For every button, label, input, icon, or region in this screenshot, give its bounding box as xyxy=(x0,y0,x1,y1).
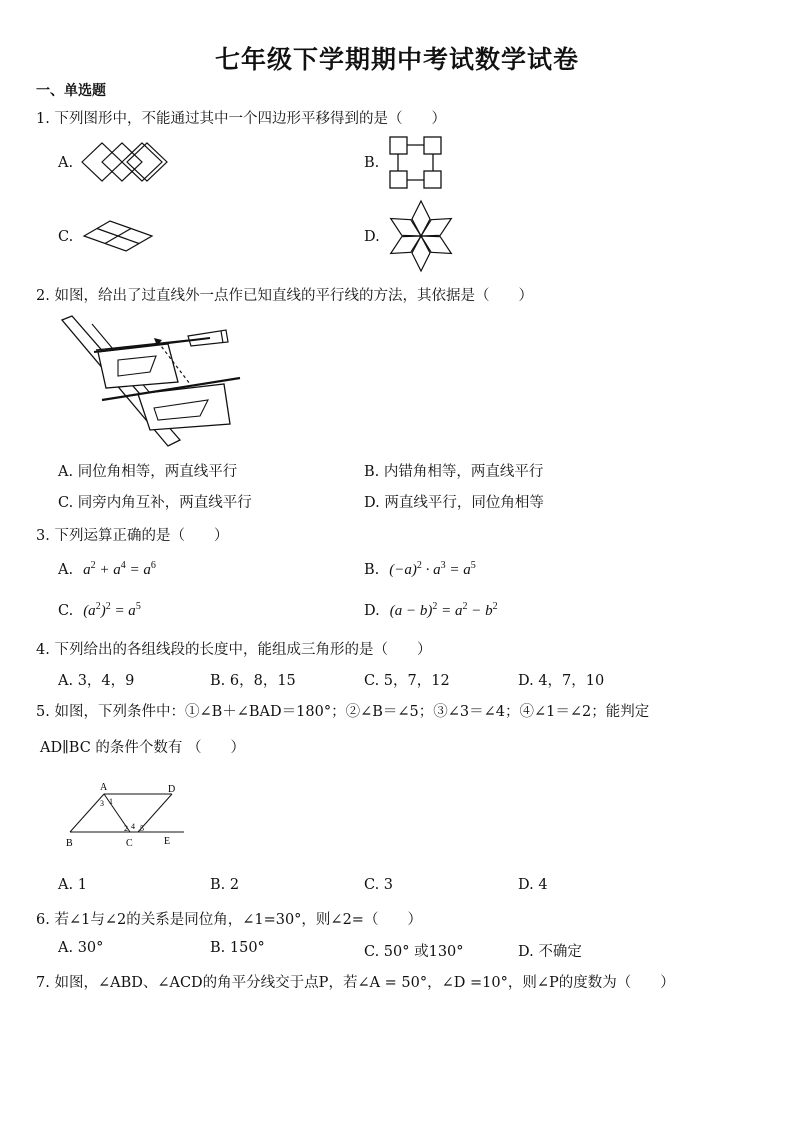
q2-option-b: B. 内错角相等，两直线平行 xyxy=(364,464,544,480)
q5-angle-4: 4 xyxy=(131,822,135,831)
q4-option-c: C. 5，7，12 xyxy=(364,673,450,689)
q3-option-b xyxy=(364,560,476,579)
q1-option-c-label: C. xyxy=(58,229,74,245)
q5-label-c: C xyxy=(126,838,133,849)
q5-label-a: A xyxy=(100,782,108,793)
q3-option-c-label: C. xyxy=(58,603,74,619)
q6-option-a: A. 30° xyxy=(58,940,104,956)
q5-label-b: B xyxy=(66,838,73,849)
question-7-stem: 7. 如图，∠ABD、∠ACD的角平分线交于点P，若∠A = 50°，∠D =10°，则∠P的度数为（ ） xyxy=(36,975,675,991)
q5-label-e: E xyxy=(164,836,171,847)
question-1-stem: 1. 下列图形中，不能通过其中一个四边形平移得到的是（ ） xyxy=(36,111,446,127)
q3-option-a-label: A. xyxy=(58,562,74,578)
q3-option-a-formula: $a^2 + a^4 = a^6$ xyxy=(83,560,156,578)
q6-option-d: D. 不确定 xyxy=(518,944,582,960)
q2-option-a: A. 同位角相等，两直线平行 xyxy=(58,464,238,480)
q1-option-a-label: A. xyxy=(58,155,74,171)
page-title: 七年级下学期期中考试数学试卷 xyxy=(214,45,579,74)
q5-angle-3: 3 xyxy=(100,799,104,808)
q4-option-b: B. 6，8，15 xyxy=(210,673,296,689)
q5-option-a: A. 1 xyxy=(58,877,87,893)
q6-option-c: C. 50° 或130° xyxy=(364,944,464,960)
q1-option-d-label: D. xyxy=(364,229,380,245)
question-4-stem: 4. 下列给出的各组线段的长度中，能组成三角形的是（ ） xyxy=(36,642,432,658)
q3-option-b-label: B. xyxy=(364,562,380,578)
q1-figure-a xyxy=(82,141,172,185)
q3-option-c xyxy=(58,601,141,620)
q5-angle-2: 2 xyxy=(124,824,128,833)
q1-figure-c xyxy=(82,219,156,253)
q3-option-b-formula: $(-a)^2 \cdot a^3 = a^5$ xyxy=(389,560,476,578)
q5-angle-5: 5 xyxy=(140,824,144,833)
q3-option-d xyxy=(364,601,498,620)
q2-option-c: C. 同旁内角互补，两直线平行 xyxy=(58,495,252,511)
q4-option-d: D. 4，7，10 xyxy=(518,673,605,689)
q5-figure-parallelogram xyxy=(60,780,190,852)
q4-option-a: A. 3，4，9 xyxy=(58,673,135,689)
question-3-stem: 3. 下列运算正确的是（ ） xyxy=(36,528,229,544)
q3-option-a xyxy=(58,560,156,579)
q2-figure-ruler-triangle xyxy=(58,312,248,452)
q5-option-d: D. 4 xyxy=(518,877,548,893)
q1-figure-b xyxy=(388,135,444,191)
question-5-stem-line1: 5. 如图，下列条件中：①∠B＋∠BAD＝180°；②∠B＝∠5；③∠3＝∠4；④∠1＝∠2；能判定 xyxy=(36,704,650,720)
q3-option-d-label: D. xyxy=(364,603,380,619)
question-6-stem: 6. 若∠1与∠2的关系是同位角，∠1=30°，则∠2=（ ） xyxy=(36,912,422,928)
question-2-stem: 2. 如图，给出了过直线外一点作已知直线的平行线的方法，其依据是（ ） xyxy=(36,288,533,304)
section-heading: 一、单选题 xyxy=(36,83,106,99)
q3-option-c-formula: $(a^2)^2 = a^5$ xyxy=(83,601,141,619)
q6-option-b: B. 150° xyxy=(210,940,265,956)
q1-option-b-label: B. xyxy=(364,155,380,171)
q5-option-b: B. 2 xyxy=(210,877,240,893)
q5-option-c: C. 3 xyxy=(364,877,394,893)
q3-option-d-formula: $(a - b)^2 = a^2 - b^2$ xyxy=(389,601,498,619)
question-5-stem-line2: AD∥BC 的条件个数有 （ ） xyxy=(40,740,246,756)
q5-label-d: D xyxy=(168,784,176,795)
q2-option-d: D. 两直线平行，同位角相等 xyxy=(364,495,544,511)
q1-figure-d xyxy=(388,198,454,274)
q5-angle-1: 1 xyxy=(109,797,113,806)
